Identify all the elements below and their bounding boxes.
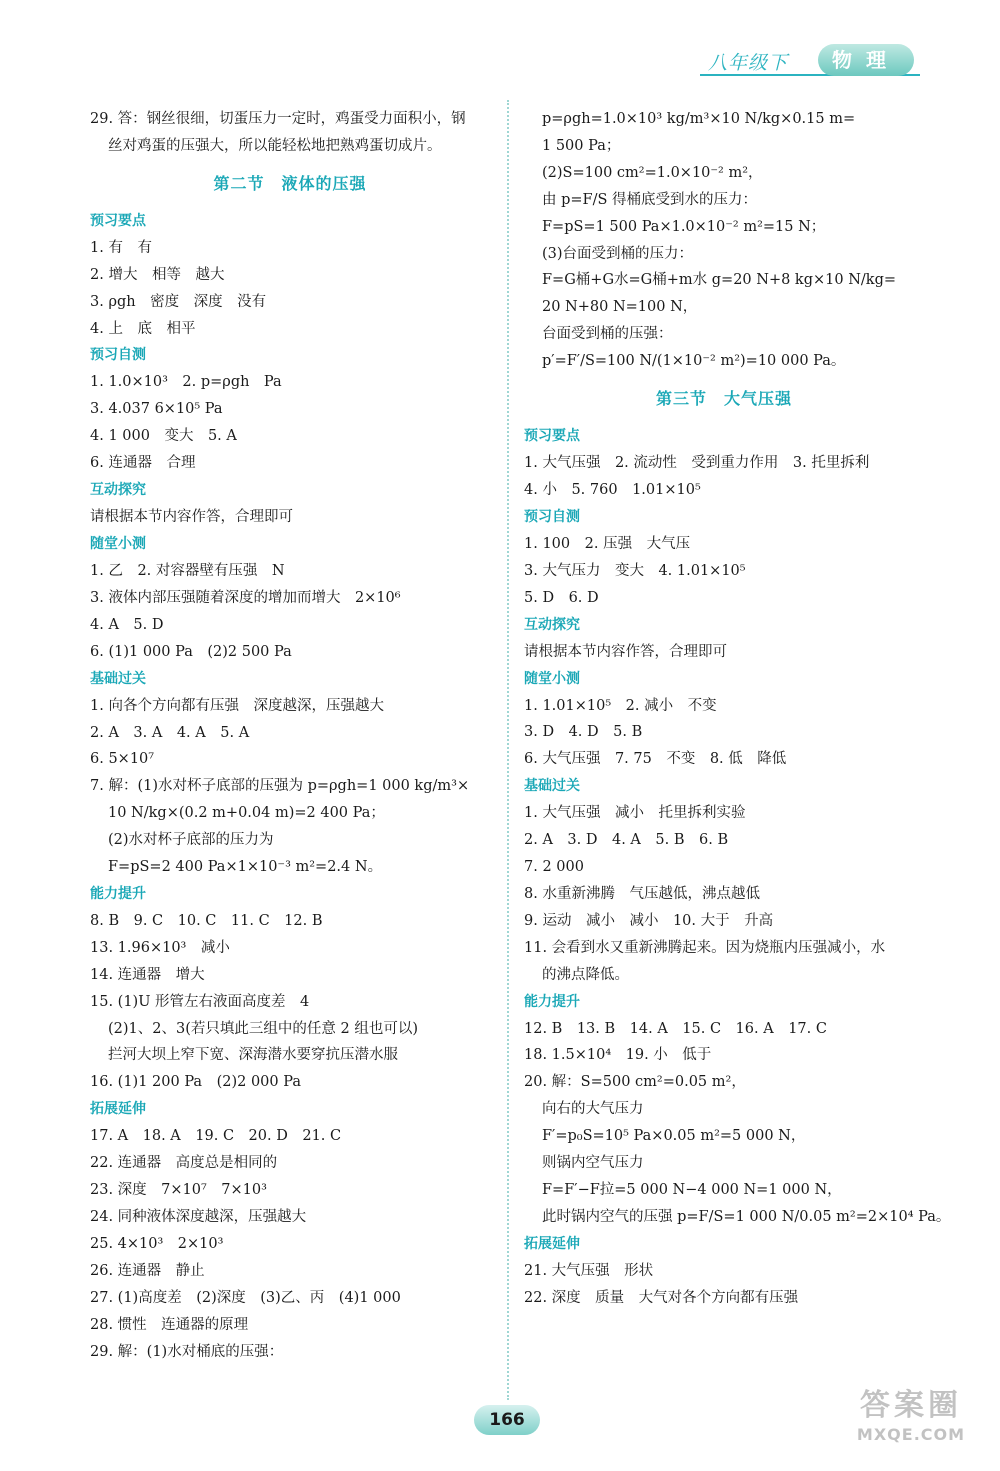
subsection-heading: 互动探究	[90, 482, 146, 499]
answer-line: 2. A 3. A 4. A 5. A	[90, 724, 250, 741]
answer-line: 28. 惯性 连通器的原理	[90, 1316, 249, 1333]
subsection-heading: 基础过关	[90, 670, 146, 687]
subject-badge: 物理	[818, 44, 914, 76]
answer-line: 24. 同种液体深度越深，压强越大	[90, 1209, 307, 1225]
watermark-logo	[836, 1389, 986, 1459]
answer-line: 7. 2 000	[524, 859, 584, 876]
answer-line: F′=p₀S=10⁵ Pa×0.05 m²=5 000 N，	[542, 1128, 806, 1145]
answer-line: F=G桶+G水=G桶+m水 g=20 N+8 kg×10 N/kg=	[542, 272, 896, 289]
page-number: 166	[474, 1405, 540, 1435]
answer-line: 向右的大气压力	[542, 1101, 644, 1118]
subsection-heading: 基础过关	[524, 778, 580, 795]
answer-line: 由 p=F/S 得桶底受到水的压力：	[542, 191, 758, 208]
answer-line: 9. 运动 减小 减小 10. 大于 升高	[524, 912, 774, 929]
subsection-heading: 能力提升	[524, 993, 580, 1010]
answer-line: 6. 5×10⁷	[90, 751, 155, 768]
answer-line: 1. 100 2. 压强 大气压	[524, 535, 691, 552]
answer-line: 20 N+80 N=100 N，	[542, 299, 698, 316]
answer-line: 2. 增大 相等 越大	[90, 266, 225, 283]
answer-line: 5. D 6. D	[524, 589, 599, 606]
answer-line: 27. (1)高度差 (2)深度 (3)乙、丙 (4)1 000	[90, 1289, 401, 1306]
subsection-heading: 预习自测	[524, 508, 580, 525]
answer-line: F=F′−F拉=5 000 N−4 000 N=1 000 N，	[542, 1182, 842, 1198]
page-header	[700, 44, 920, 84]
answer-line: 1 500 Pa；	[542, 137, 621, 154]
answer-line: 16. (1)1 200 Pa (2)2 000 Pa	[90, 1074, 301, 1091]
answer-line: 22. 深度 质量 大气对各个方向都有压强	[524, 1289, 799, 1306]
subsection-heading: 随堂小测	[524, 670, 580, 687]
answer-line: 1. 有 有	[90, 239, 152, 256]
answer-line: 10 N/kg×(0.2 m+0.04 m)=2 400 Pa；	[108, 805, 385, 822]
answer-line: 1. 大气压强 2. 流动性 受到重力作用 3. 托里拆利	[524, 455, 870, 472]
answer-line: 15. (1)U 形管左右液面高度差 4	[90, 993, 310, 1010]
subsection-heading: 预习要点	[524, 428, 580, 445]
answer-line: 8. B 9. C 10. C 11. C 12. B	[90, 912, 323, 929]
answer-line: 1. 1.01×10⁵ 2. 减小 不变	[524, 697, 717, 714]
subsection-heading: 拓展延伸	[90, 1101, 146, 1118]
answer-line: 台面受到桶的压强：	[542, 326, 673, 343]
right-column	[524, 106, 951, 1312]
answer-line: 7. 解：(1)水对杯子底部的压强为 p=ρgh=1 000 kg/m³×	[90, 778, 470, 795]
answer-line: (2)水对杯子底部的压力为	[108, 832, 274, 849]
section-title: 第三节 大气压强	[655, 389, 792, 409]
answer-line: 29. 解：(1)水对桶底的压强：	[90, 1343, 284, 1360]
answer-line: (3)台面受到桶的压力：	[542, 245, 694, 262]
answer-line: 12. B 13. B 14. A 15. C 16. A 17. C	[524, 1020, 827, 1037]
subsection-heading: 拓展延伸	[524, 1235, 580, 1252]
answer-line: 则锅内空气压力	[542, 1155, 644, 1172]
answer-line: 2. A 3. D 4. A 5. B 6. B	[524, 832, 729, 849]
answer-line: 29. 答：钢丝很细，切蛋压力一定时，鸡蛋受力面积小，钢	[90, 111, 466, 127]
answer-line: 6. 大气压强 7. 75 不变 8. 低 降低	[524, 751, 787, 768]
answer-line: 1. 1.0×10³ 2. p=ρgh Pa	[90, 374, 282, 391]
answer-line: 18. 1.5×10⁴ 19. 小 低于	[524, 1047, 712, 1064]
answer-line: 1. 乙 2. 对容器壁有压强 N	[90, 562, 285, 579]
answer-line: 3. 大气压力 变大 4. 1.01×10⁵	[524, 562, 746, 579]
watermark-url: MXQE.COM	[856, 1425, 966, 1444]
answer-line: 1. 向各个方向都有压强 深度越深，压强越大	[90, 697, 384, 714]
answer-line: 26. 连通器 静止	[90, 1262, 205, 1279]
answer-line: 22. 连通器 高度总是相同的	[90, 1155, 278, 1172]
answer-line: 请根据本节内容作答，合理即可	[90, 509, 293, 526]
answer-line: 21. 大气压强 形状	[524, 1262, 654, 1279]
answer-line: (2)S=100 cm²=1.0×10⁻² m²，	[542, 164, 763, 181]
answer-line: F=pS=1 500 Pa×1.0×10⁻² m²=15 N；	[542, 218, 826, 235]
answer-line: 17. A 18. A 19. C 20. D 21. C	[90, 1128, 342, 1145]
subsection-heading: 随堂小测	[90, 535, 146, 552]
section-title: 第二节 液体的压强	[213, 173, 367, 193]
answer-line: 拦河大坝上窄下宽、深海潜水要穿抗压潜水服	[108, 1047, 398, 1064]
answer-line: 13. 1.96×10³ 减小	[90, 939, 230, 956]
answer-line: 6. (1)1 000 Pa (2)2 500 Pa	[90, 643, 292, 660]
answer-line: 请根据本节内容作答，合理即可	[524, 643, 727, 660]
left-column	[90, 106, 490, 1365]
answer-line: 6. 连通器 合理	[90, 455, 196, 472]
answer-line: 丝对鸡蛋的压强大，所以能轻松地把熟鸡蛋切成片。	[108, 137, 442, 154]
answer-line: 3. D 4. D 5. B	[524, 724, 643, 741]
answer-line: 1. 大气压强 减小 托里拆利实验	[524, 805, 746, 822]
answer-line: 的沸点降低。	[542, 966, 629, 983]
answer-line: 20. 解：S=500 cm²=0.05 m²，	[524, 1074, 746, 1091]
answer-line: 14. 连通器 增大	[90, 966, 205, 983]
answer-line: 3. ρgh 密度 深度 没有	[90, 293, 267, 310]
answer-line: 3. 4.037 6×10⁵ Pa	[90, 401, 223, 418]
answer-line: 23. 深度 7×10⁷ 7×10³	[90, 1182, 267, 1199]
answer-line: 3. 液体内部压强随着深度的增加而增大 2×10⁶	[90, 589, 401, 606]
watermark-text: 答案圈	[860, 1388, 962, 1423]
answer-line: 4. 小 5. 760 1.01×10⁵	[524, 481, 701, 498]
answer-line: 4. 1 000 变大 5. A	[90, 428, 237, 445]
answer-line: F=pS=2 400 Pa×1×10⁻³ m²=2.4 N。	[108, 859, 383, 876]
answer-line: 4. 上 底 相平	[90, 320, 196, 337]
answer-line: (2)1、2、3(若只填此三组中的任意 2 组也可以)	[108, 1020, 418, 1037]
subsection-heading: 预习要点	[90, 212, 146, 229]
grade-label: 八年级下	[708, 52, 789, 74]
column-divider	[507, 100, 509, 1400]
answer-line: 11. 会看到水又重新沸腾起来。因为烧瓶内压强减小，水	[524, 939, 886, 956]
subsection-heading: 能力提升	[90, 885, 146, 902]
answer-line: 此时锅内空气的压强 p=F/S=1 000 N/0.05 m²=2×10⁴ Pa。	[542, 1208, 951, 1225]
answer-line: p′=F′/S=100 N/(1×10⁻² m²)=10 000 Pa。	[542, 353, 846, 370]
answer-line: 25. 4×10³ 2×10³	[90, 1235, 224, 1252]
subsection-heading: 互动探究	[524, 616, 580, 633]
answer-line: 4. A 5. D	[90, 616, 164, 633]
answer-line: 8. 水重新沸腾 气压越低，沸点越低	[524, 885, 760, 902]
answer-line: p=ρgh=1.0×10³ kg/m³×10 N/kg×0.15 m=	[542, 111, 856, 127]
subsection-heading: 预习自测	[90, 347, 146, 364]
